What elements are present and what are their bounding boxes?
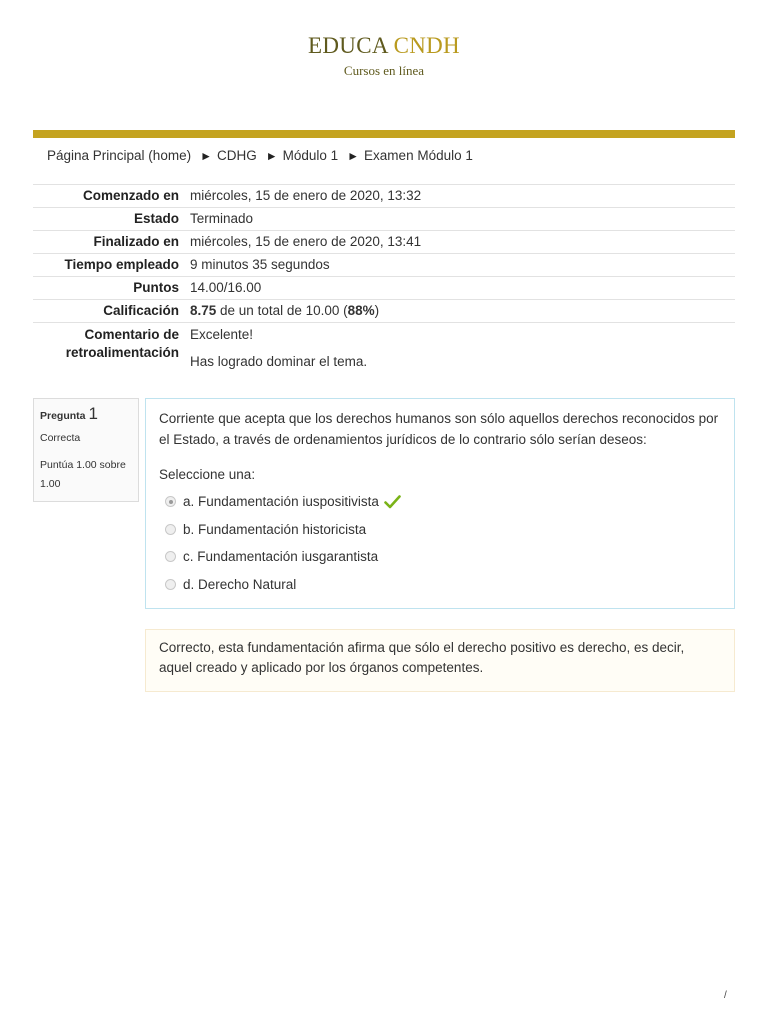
- correct-check-icon: [384, 495, 401, 509]
- breadcrumb: [47, 147, 473, 165]
- summary-row-feedback: [33, 323, 735, 374]
- time-taken-value: 9 minutos 35 segundos: [190, 254, 735, 277]
- breadcrumb-quiz-link[interactable]: Examen Módulo 1: [364, 148, 473, 163]
- started-value: miércoles, 15 de enero de 2020, 13:32: [190, 185, 735, 208]
- site-tagline: Cursos en línea: [343, 63, 425, 78]
- radio-button-checked[interactable]: [165, 496, 176, 507]
- question-grade: Puntúa 1.00 sobre 1.00: [40, 459, 126, 490]
- started-label: Comenzado en: [33, 185, 190, 208]
- answer-option-a[interactable]: [159, 488, 721, 516]
- answer-option-label: c. Fundamentación iusgarantista: [183, 549, 379, 565]
- question-info-panel: [33, 398, 139, 502]
- state-label: Estado: [33, 208, 190, 231]
- answer-option-label: a. Fundamentación iuspositivista: [183, 494, 379, 510]
- grade-total-text: de un total de 10.00 (: [216, 303, 348, 318]
- site-logo[interactable]: [0, 32, 768, 60]
- grade-percent: 88%: [347, 303, 375, 318]
- accent-bar: [33, 130, 735, 138]
- breadcrumb-separator-icon: ►: [200, 149, 212, 163]
- summary-row-time: [33, 254, 735, 277]
- site-header: [0, 32, 768, 79]
- radio-button[interactable]: [165, 579, 176, 590]
- question-number: [40, 404, 132, 424]
- answer-options: [159, 488, 721, 598]
- feedback-line-2: Has logrado dominar el tema.: [190, 354, 368, 369]
- breadcrumb-home-link[interactable]: Página Principal (home): [47, 148, 192, 163]
- finished-label: Finalizado en: [33, 231, 190, 254]
- summary-row-finished: [33, 231, 735, 254]
- feedback-label: [33, 323, 190, 374]
- grade-label: Calificación: [33, 300, 190, 323]
- answer-option-b[interactable]: [159, 516, 721, 544]
- summary-row-grade: [33, 300, 735, 323]
- attempt-summary-table: [33, 184, 735, 373]
- points-label: Puntos: [33, 277, 190, 300]
- breadcrumb-separator-icon: ►: [347, 149, 360, 163]
- question-feedback-panel: [145, 629, 735, 692]
- grade-value: [190, 300, 735, 323]
- answer-option-c[interactable]: [159, 543, 721, 571]
- answer-prompt: Seleccione una:: [159, 467, 256, 482]
- answer-option-label: d. Derecho Natural: [183, 576, 297, 592]
- breadcrumb-separator-icon: ►: [265, 149, 278, 163]
- feedback-label-line-2: retroalimentación: [65, 345, 179, 360]
- summary-row-started: [33, 185, 735, 208]
- page-marker: /: [724, 990, 727, 1001]
- feedback-label-line-1: Comentario de: [84, 327, 179, 342]
- summary-row-state: [33, 208, 735, 231]
- question-text: Corriente que acepta que los derechos humanos son sólo aquellos derechos reconocidos por el Estado, a través de ordenamientos jurídicos de lo contrario sólo serían deseos:: [159, 411, 719, 447]
- radio-button[interactable]: [165, 551, 176, 562]
- feedback-line-1: Excelente!: [190, 327, 254, 342]
- summary-row-points: [33, 277, 735, 300]
- general-feedback-text: Correcto, esta fundamentación afirma que sólo el derecho positivo es derecho, es decir, aquel creado y aplicado por los órganos competentes.: [159, 640, 685, 675]
- time-taken-label: Tiempo empleado: [33, 254, 190, 277]
- grade-close-paren: ): [374, 303, 380, 318]
- breadcrumb-module-link[interactable]: Módulo 1: [282, 148, 339, 163]
- brand-part-2: CNDH: [393, 33, 460, 58]
- grade-score: 8.75: [190, 303, 217, 318]
- breadcrumb-course-link[interactable]: CDHG: [216, 148, 257, 163]
- question-label: Pregunta: [40, 410, 86, 422]
- question-content-panel: [145, 398, 735, 609]
- question-state: Correcta: [40, 432, 81, 444]
- points-value: 14.00/16.00: [190, 277, 735, 300]
- finished-value: miércoles, 15 de enero de 2020, 13:41: [190, 231, 735, 254]
- feedback-value: [190, 323, 735, 374]
- brand-part-1: EDUCA: [308, 33, 388, 58]
- answer-option-d[interactable]: [159, 571, 721, 599]
- radio-button[interactable]: [165, 524, 176, 535]
- answer-option-label: b. Fundamentación historicista: [183, 521, 367, 537]
- question-number-value: 1: [88, 404, 98, 423]
- state-value: Terminado: [190, 208, 735, 231]
